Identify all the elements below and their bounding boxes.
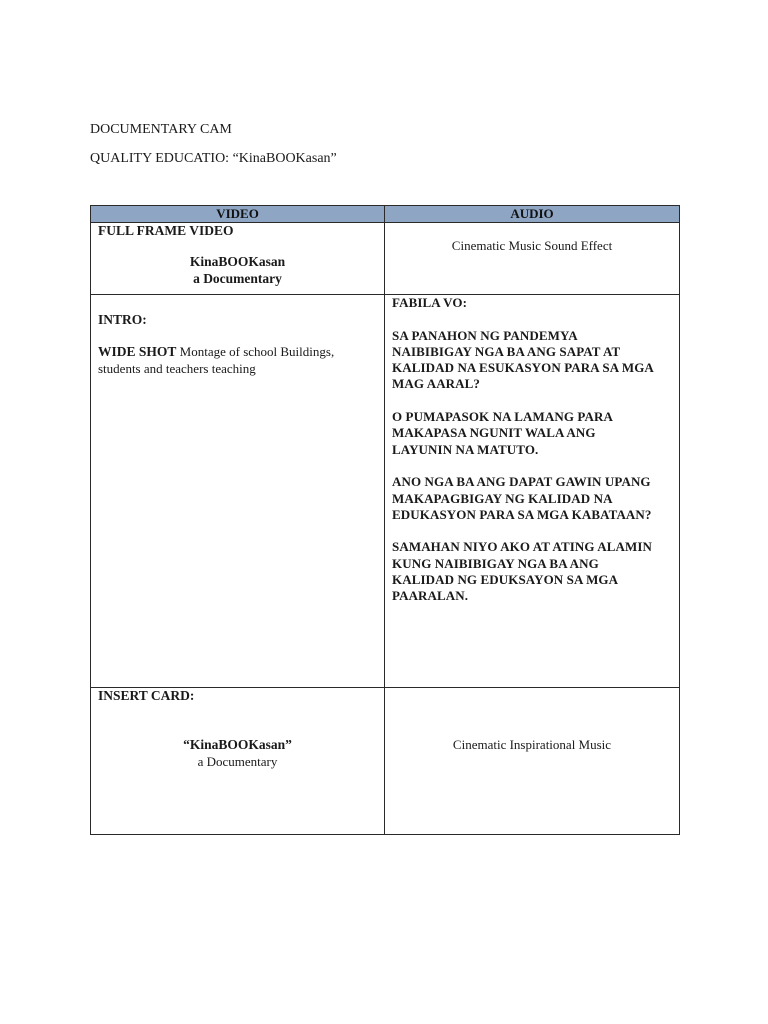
- audio-cell: [385, 688, 680, 835]
- audio-cell-text: Cinematic Music Sound Effect: [451, 238, 613, 253]
- voiceover-line: MAKAPASA NGUNIT WALA ANG: [392, 425, 596, 441]
- table-row: [91, 688, 680, 835]
- voiceover-line: SA PANAHON NG PANDEMYA: [392, 327, 578, 343]
- script-table: [90, 205, 680, 835]
- table-row: [91, 223, 680, 295]
- voiceover-line: SAMAHAN NIYO AKO AT ATING ALAMIN: [392, 539, 652, 555]
- voiceover-line: NAIBIBIGAY NGA BA ANG SAPAT AT: [392, 343, 621, 359]
- voiceover-line: MAG AARAL?: [392, 376, 481, 392]
- voiceover-line: LAYUNIN NA MATUTO.: [392, 441, 539, 457]
- audio-cell: [385, 295, 680, 688]
- video-cell: [91, 295, 385, 688]
- video-cell-line: a Documentary: [197, 753, 278, 769]
- video-cell-title: INTRO:: [98, 312, 147, 327]
- shot-label: WIDE SHOT: [98, 344, 177, 360]
- video-cell: [91, 223, 385, 295]
- video-cell-line: a Documentary: [193, 270, 282, 286]
- voiceover-line: KALIDAD NG EDUKSAYON SA MGA: [392, 572, 619, 588]
- voiceover-line: EDUKASYON PARA SA MGA KABATAAN?: [392, 506, 652, 522]
- voiceover-line: O PUMAPASOK NA LAMANG PARA: [392, 409, 613, 425]
- table-row: [91, 295, 680, 688]
- column-header-audio: AUDIO: [385, 206, 680, 223]
- voiceover-line: MAKAPAGBIGAY NG KALIDAD NA: [392, 490, 613, 506]
- video-cell-title: FULL FRAME VIDEO: [98, 223, 234, 238]
- shot-description: Montage of school Buildings,: [176, 344, 335, 360]
- audio-cell: [385, 223, 680, 295]
- voiceover-line: KUNG NAIBIBIGAY NGA BA ANG: [392, 555, 599, 571]
- video-cell-line: KinaBOOKasan: [189, 254, 286, 270]
- column-header-video: VIDEO: [91, 206, 385, 223]
- table-header-row: [91, 206, 680, 223]
- voiceover-line: ANO NGA BA ANG DAPAT GAWIN UPANG: [392, 474, 651, 490]
- document-subtitle: QUALITY EDUCATIO: “KinaBOOKasan”: [90, 151, 337, 166]
- voiceover-line: KALIDAD NA ESUKASYON PARA SA MGA: [392, 360, 654, 376]
- voiceover-line: PAARALAN.: [392, 588, 469, 604]
- document-title: DOCUMENTARY CAM: [90, 122, 232, 137]
- video-cell-line: “KinaBOOKasan”: [183, 737, 292, 753]
- video-cell: [91, 688, 385, 835]
- voiceover-title: FABILA VO:: [392, 295, 468, 310]
- audio-cell-text: Cinematic Inspirational Music: [452, 737, 612, 752]
- shot-description: students and teachers teaching: [98, 360, 256, 376]
- video-cell-title: INSERT CARD:: [98, 688, 195, 703]
